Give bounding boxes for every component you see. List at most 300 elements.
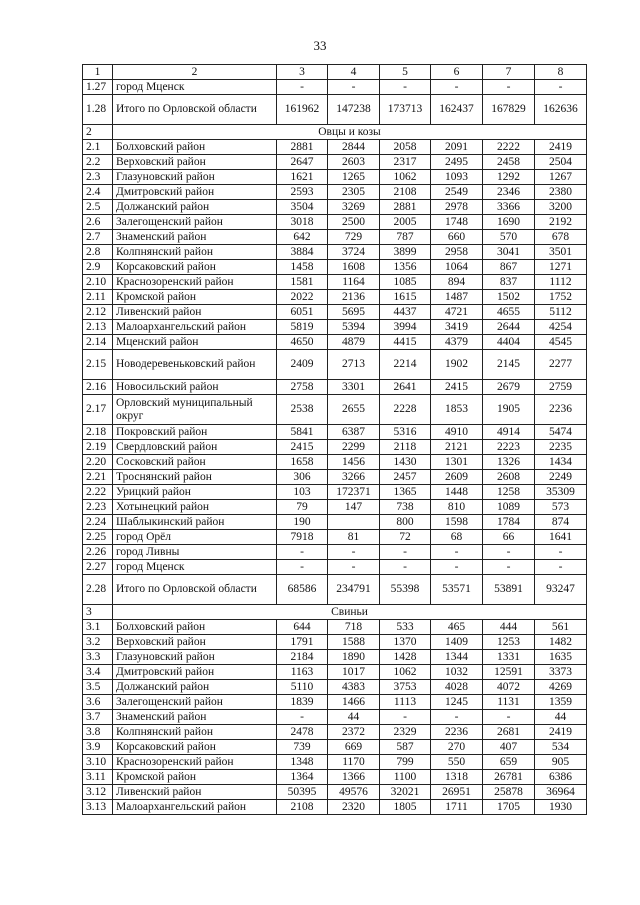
value-cell: 1456: [328, 455, 380, 470]
value-cell: 4072: [483, 680, 535, 695]
value-cell: 1085: [380, 275, 431, 290]
table-row: [83, 695, 587, 710]
value-cell: 1890: [328, 650, 380, 665]
value-cell: 5394: [328, 320, 380, 335]
value-cell: 93247: [535, 575, 587, 605]
value-cell: 1615: [380, 290, 431, 305]
value-cell: 36964: [535, 785, 587, 800]
district-name: Орловский муниципальный округ: [113, 395, 277, 425]
value-cell: 147: [328, 500, 380, 515]
value-cell: 1089: [483, 500, 535, 515]
row-number: 3.2: [83, 635, 113, 650]
value-cell: [328, 515, 380, 530]
row-number: 2.23: [83, 500, 113, 515]
table-row: [83, 275, 587, 290]
value-cell: 3994: [380, 320, 431, 335]
value-cell: 2228: [380, 395, 431, 425]
value-cell: 4437: [380, 305, 431, 320]
value-cell: 2235: [535, 440, 587, 455]
table-row: [83, 155, 587, 170]
value-cell: 2223: [483, 440, 535, 455]
value-cell: 2415: [431, 380, 483, 395]
section-row: [83, 125, 587, 140]
value-cell: 1267: [535, 170, 587, 185]
value-cell: -: [535, 560, 587, 575]
row-number: 2.18: [83, 425, 113, 440]
value-cell: 2305: [328, 185, 380, 200]
row-number: 2.9: [83, 260, 113, 275]
value-cell: 4910: [431, 425, 483, 440]
value-cell: 2679: [483, 380, 535, 395]
row-number: 2.19: [83, 440, 113, 455]
value-cell: 1064: [431, 260, 483, 275]
value-cell: 2299: [328, 440, 380, 455]
value-cell: 306: [277, 470, 328, 485]
header-cell: 3: [277, 65, 328, 80]
value-cell: 53891: [483, 575, 535, 605]
value-cell: 3753: [380, 680, 431, 695]
table-row: [83, 230, 587, 245]
value-cell: 2681: [483, 725, 535, 740]
value-cell: 642: [277, 230, 328, 245]
value-cell: 1301: [431, 455, 483, 470]
row-number: 2.8: [83, 245, 113, 260]
value-cell: -: [380, 80, 431, 95]
value-cell: 534: [535, 740, 587, 755]
value-cell: 867: [483, 260, 535, 275]
value-cell: 2022: [277, 290, 328, 305]
district-name: Краснозоренский район: [113, 755, 277, 770]
value-cell: 2222: [483, 140, 535, 155]
value-cell: 2538: [277, 395, 328, 425]
value-cell: 6386: [535, 770, 587, 785]
district-name: Болховский район: [113, 140, 277, 155]
table-row: [83, 305, 587, 320]
value-cell: -: [328, 560, 380, 575]
value-cell: 270: [431, 740, 483, 755]
table-row: [83, 470, 587, 485]
row-number: 2.15: [83, 350, 113, 380]
value-cell: 4721: [431, 305, 483, 320]
value-cell: 162437: [431, 95, 483, 125]
value-cell: 3266: [328, 470, 380, 485]
district-name: Должанский район: [113, 680, 277, 695]
value-cell: 550: [431, 755, 483, 770]
table-row: [83, 95, 587, 125]
row-number: 3: [83, 605, 113, 620]
district-name: Троснянский район: [113, 470, 277, 485]
value-cell: 465: [431, 620, 483, 635]
table-row: [83, 515, 587, 530]
value-cell: 729: [328, 230, 380, 245]
value-cell: 6387: [328, 425, 380, 440]
value-cell: 2091: [431, 140, 483, 155]
district-name: Дмитровский район: [113, 185, 277, 200]
value-cell: 799: [380, 755, 431, 770]
value-cell: 2478: [277, 725, 328, 740]
value-cell: 4545: [535, 335, 587, 350]
value-cell: 2320: [328, 800, 380, 815]
value-cell: 44: [328, 710, 380, 725]
value-cell: 2214: [380, 350, 431, 380]
value-cell: 1705: [483, 800, 535, 815]
value-cell: 79: [277, 500, 328, 515]
value-cell: 5695: [328, 305, 380, 320]
row-number: 3.8: [83, 725, 113, 740]
value-cell: 234791: [328, 575, 380, 605]
district-name: Ливенский район: [113, 305, 277, 320]
value-cell: 1784: [483, 515, 535, 530]
table-row: [83, 320, 587, 335]
value-cell: 587: [380, 740, 431, 755]
value-cell: 1458: [277, 260, 328, 275]
district-name: Сосковский район: [113, 455, 277, 470]
value-cell: 3501: [535, 245, 587, 260]
header-cell: 2: [113, 65, 277, 80]
district-name: Должанский район: [113, 200, 277, 215]
value-cell: 1641: [535, 530, 587, 545]
value-cell: 4879: [328, 335, 380, 350]
value-cell: 1487: [431, 290, 483, 305]
value-cell: 1292: [483, 170, 535, 185]
value-cell: 1621: [277, 170, 328, 185]
value-cell: 68: [431, 530, 483, 545]
district-name: Колпнянский район: [113, 725, 277, 740]
table-row: [83, 635, 587, 650]
value-cell: -: [483, 560, 535, 575]
row-number: 2.14: [83, 335, 113, 350]
value-cell: 2458: [483, 155, 535, 170]
value-cell: 4655: [483, 305, 535, 320]
value-cell: 1791: [277, 635, 328, 650]
value-cell: 1608: [328, 260, 380, 275]
table-row: [83, 485, 587, 500]
value-cell: 3899: [380, 245, 431, 260]
table-row: [83, 545, 587, 560]
value-cell: 2380: [535, 185, 587, 200]
value-cell: 1588: [328, 635, 380, 650]
district-name: Итого по Орловской области: [113, 575, 277, 605]
value-cell: 1017: [328, 665, 380, 680]
value-cell: 2713: [328, 350, 380, 380]
value-cell: 5841: [277, 425, 328, 440]
value-cell: -: [277, 560, 328, 575]
row-number: 3.3: [83, 650, 113, 665]
district-name: Мценский район: [113, 335, 277, 350]
value-cell: 2372: [328, 725, 380, 740]
value-cell: 2329: [380, 725, 431, 740]
value-cell: 4404: [483, 335, 535, 350]
value-cell: 1635: [535, 650, 587, 665]
value-cell: 1062: [380, 170, 431, 185]
table-row: [83, 650, 587, 665]
district-name: Знаменский район: [113, 230, 277, 245]
page-number: 33: [313, 38, 327, 53]
section-title: Свиньи: [113, 605, 587, 620]
row-number: 2.21: [83, 470, 113, 485]
row-number: 1.27: [83, 80, 113, 95]
value-cell: 2419: [535, 725, 587, 740]
header-cell: 6: [431, 65, 483, 80]
value-cell: 4914: [483, 425, 535, 440]
value-cell: 2184: [277, 650, 328, 665]
row-number: 2.4: [83, 185, 113, 200]
row-number: 2.13: [83, 320, 113, 335]
value-cell: 5819: [277, 320, 328, 335]
value-cell: 2346: [483, 185, 535, 200]
value-cell: 444: [483, 620, 535, 635]
table-row: [83, 710, 587, 725]
value-cell: 678: [535, 230, 587, 245]
value-cell: 1364: [277, 770, 328, 785]
value-cell: 570: [483, 230, 535, 245]
table-row: [83, 395, 587, 425]
value-cell: 53571: [431, 575, 483, 605]
header-cell: 1: [83, 65, 113, 80]
value-cell: 1905: [483, 395, 535, 425]
value-cell: 1690: [483, 215, 535, 230]
value-cell: 1253: [483, 635, 535, 650]
district-name: Новосильский район: [113, 380, 277, 395]
header-cell: 8: [535, 65, 587, 80]
row-number: 3.1: [83, 620, 113, 635]
district-name: Корсаковский район: [113, 260, 277, 275]
value-cell: 2644: [483, 320, 535, 335]
table-row: [83, 575, 587, 605]
value-cell: 894: [431, 275, 483, 290]
district-name: Хотынецкий район: [113, 500, 277, 515]
row-number: 2.2: [83, 155, 113, 170]
table-row: [83, 440, 587, 455]
value-cell: -: [277, 710, 328, 725]
value-cell: 3018: [277, 215, 328, 230]
value-cell: 1113: [380, 695, 431, 710]
value-cell: 1265: [328, 170, 380, 185]
value-cell: 50395: [277, 785, 328, 800]
value-cell: 1902: [431, 350, 483, 380]
value-cell: 2277: [535, 350, 587, 380]
row-number: 3.4: [83, 665, 113, 680]
value-cell: -: [535, 545, 587, 560]
value-cell: 2647: [277, 155, 328, 170]
value-cell: 2145: [483, 350, 535, 380]
value-cell: 1331: [483, 650, 535, 665]
row-number: 2: [83, 125, 113, 140]
value-cell: -: [483, 545, 535, 560]
value-cell: 147238: [328, 95, 380, 125]
value-cell: 1131: [483, 695, 535, 710]
district-name: город Ливны: [113, 545, 277, 560]
value-cell: 1100: [380, 770, 431, 785]
table-row: [83, 530, 587, 545]
value-cell: 718: [328, 620, 380, 635]
value-cell: 66: [483, 530, 535, 545]
district-name: Ливенский район: [113, 785, 277, 800]
header-cell: 4: [328, 65, 380, 80]
table-row: [83, 770, 587, 785]
value-cell: -: [431, 80, 483, 95]
value-cell: 2549: [431, 185, 483, 200]
value-cell: 4254: [535, 320, 587, 335]
value-cell: 2608: [483, 470, 535, 485]
value-cell: 738: [380, 500, 431, 515]
value-cell: 2419: [535, 140, 587, 155]
value-cell: 2005: [380, 215, 431, 230]
value-cell: 2415: [277, 440, 328, 455]
value-cell: 3301: [328, 380, 380, 395]
section-row: [83, 605, 587, 620]
row-number: 2.24: [83, 515, 113, 530]
value-cell: 35309: [535, 485, 587, 500]
value-cell: 26781: [483, 770, 535, 785]
row-number: 2.10: [83, 275, 113, 290]
table-row: [83, 350, 587, 380]
value-cell: 874: [535, 515, 587, 530]
district-name: Залегощенский район: [113, 215, 277, 230]
value-cell: -: [431, 545, 483, 560]
value-cell: 1062: [380, 665, 431, 680]
table-row: [83, 290, 587, 305]
row-number: 3.12: [83, 785, 113, 800]
table-row: [83, 725, 587, 740]
district-name: Знаменский район: [113, 710, 277, 725]
value-cell: 561: [535, 620, 587, 635]
value-cell: 3373: [535, 665, 587, 680]
value-cell: 1930: [535, 800, 587, 815]
district-name: Колпнянский район: [113, 245, 277, 260]
row-number: 2.22: [83, 485, 113, 500]
value-cell: 7918: [277, 530, 328, 545]
value-cell: 1112: [535, 275, 587, 290]
table-row: [83, 215, 587, 230]
value-cell: 2759: [535, 380, 587, 395]
district-name: Шаблыкинский район: [113, 515, 277, 530]
value-cell: 2136: [328, 290, 380, 305]
value-cell: 2609: [431, 470, 483, 485]
value-cell: 573: [535, 500, 587, 515]
row-number: 2.1: [83, 140, 113, 155]
value-cell: 1348: [277, 755, 328, 770]
value-cell: 2108: [277, 800, 328, 815]
value-cell: -: [535, 80, 587, 95]
row-number: 2.16: [83, 380, 113, 395]
value-cell: 1258: [483, 485, 535, 500]
district-name: Малоархангельский район: [113, 800, 277, 815]
value-cell: 1318: [431, 770, 483, 785]
value-cell: 1366: [328, 770, 380, 785]
value-cell: 1448: [431, 485, 483, 500]
value-cell: 1271: [535, 260, 587, 275]
value-cell: 2500: [328, 215, 380, 230]
value-cell: -: [328, 80, 380, 95]
value-cell: 26951: [431, 785, 483, 800]
value-cell: -: [431, 560, 483, 575]
value-cell: 103: [277, 485, 328, 500]
value-cell: 5110: [277, 680, 328, 695]
value-cell: 787: [380, 230, 431, 245]
table-row: [83, 500, 587, 515]
table-row: [83, 755, 587, 770]
value-cell: 2641: [380, 380, 431, 395]
value-cell: 2603: [328, 155, 380, 170]
row-number: 2.26: [83, 545, 113, 560]
header-cell: 5: [380, 65, 431, 80]
value-cell: 3504: [277, 200, 328, 215]
value-cell: 3419: [431, 320, 483, 335]
value-cell: 800: [380, 515, 431, 530]
value-cell: 3884: [277, 245, 328, 260]
district-name: Кромской район: [113, 770, 277, 785]
value-cell: 4650: [277, 335, 328, 350]
value-cell: 2058: [380, 140, 431, 155]
row-number: 2.6: [83, 215, 113, 230]
value-cell: 660: [431, 230, 483, 245]
value-cell: 2108: [380, 185, 431, 200]
value-cell: 81: [328, 530, 380, 545]
value-cell: -: [277, 545, 328, 560]
value-cell: -: [483, 80, 535, 95]
value-cell: 2958: [431, 245, 483, 260]
value-cell: 810: [431, 500, 483, 515]
value-cell: 2504: [535, 155, 587, 170]
value-cell: 1359: [535, 695, 587, 710]
district-name: Верховский район: [113, 635, 277, 650]
value-cell: 2121: [431, 440, 483, 455]
value-cell: -: [328, 545, 380, 560]
value-cell: 5112: [535, 305, 587, 320]
value-cell: 1853: [431, 395, 483, 425]
value-cell: 55398: [380, 575, 431, 605]
value-cell: 1365: [380, 485, 431, 500]
value-cell: 1245: [431, 695, 483, 710]
value-cell: 4269: [535, 680, 587, 695]
district-name: Кромской район: [113, 290, 277, 305]
value-cell: 161962: [277, 95, 328, 125]
value-cell: -: [380, 710, 431, 725]
value-cell: 1598: [431, 515, 483, 530]
value-cell: 1711: [431, 800, 483, 815]
value-cell: 1170: [328, 755, 380, 770]
row-number: 2.11: [83, 290, 113, 305]
value-cell: -: [380, 560, 431, 575]
value-cell: 1409: [431, 635, 483, 650]
livestock-table: [82, 64, 587, 815]
district-name: Глазуновский район: [113, 650, 277, 665]
value-cell: 2758: [277, 380, 328, 395]
row-number: 2.3: [83, 170, 113, 185]
district-name: Итого по Орловской области: [113, 95, 277, 125]
district-name: Урицкий район: [113, 485, 277, 500]
row-number: 3.11: [83, 770, 113, 785]
table-row: [83, 170, 587, 185]
row-number: 2.27: [83, 560, 113, 575]
value-cell: 190: [277, 515, 328, 530]
row-number: 2.12: [83, 305, 113, 320]
value-cell: 1370: [380, 635, 431, 650]
value-cell: 2118: [380, 440, 431, 455]
value-cell: 5474: [535, 425, 587, 440]
row-number: 2.17: [83, 395, 113, 425]
district-name: Покровский район: [113, 425, 277, 440]
district-name: Болховский район: [113, 620, 277, 635]
value-cell: 44: [535, 710, 587, 725]
table-row: [83, 785, 587, 800]
value-cell: 1748: [431, 215, 483, 230]
value-cell: 3200: [535, 200, 587, 215]
table-row: [83, 140, 587, 155]
district-name: Залегощенский район: [113, 695, 277, 710]
value-cell: 49576: [328, 785, 380, 800]
